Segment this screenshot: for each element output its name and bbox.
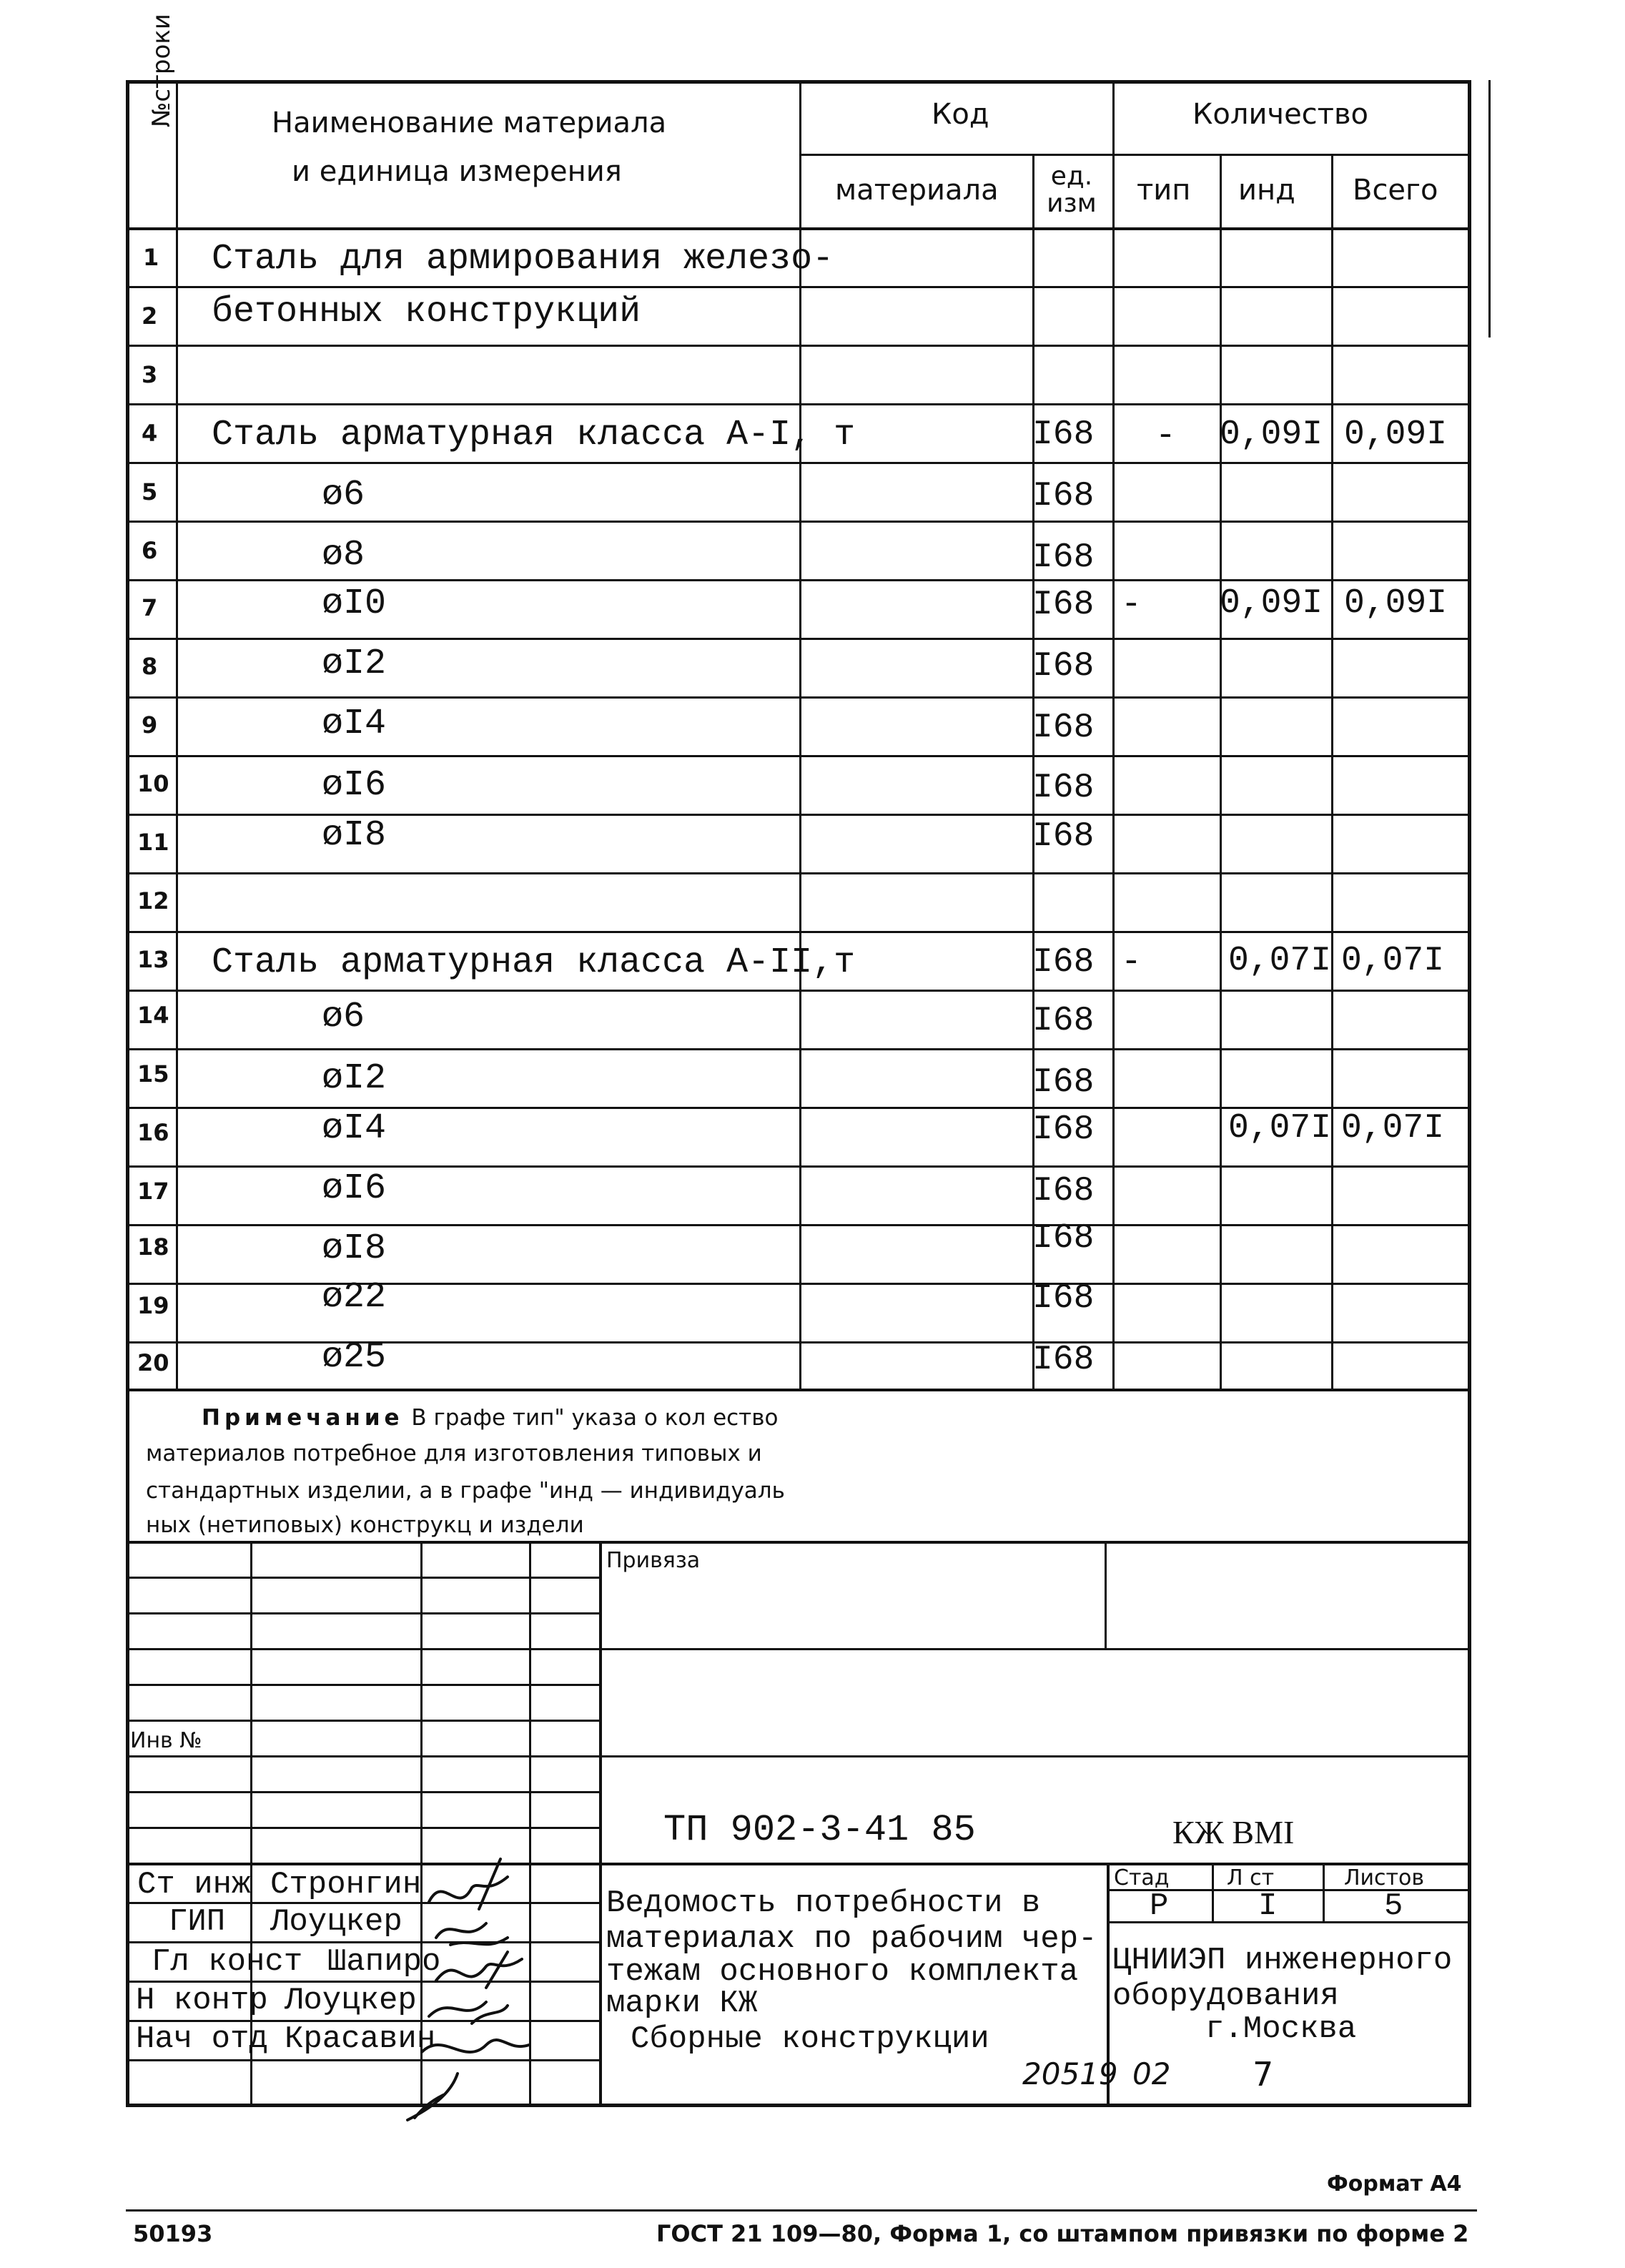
stage-divider-2 (1323, 1863, 1325, 1921)
format-label: Формат А4 (1327, 2171, 1462, 2196)
title-line-5: Сборные конструкции (631, 2021, 989, 2057)
row-qty-total: 0,07I (1341, 942, 1445, 980)
stamp-left-row (126, 1755, 599, 1757)
stage-value: Р (1150, 1888, 1169, 1924)
code-unit-header-text: ед. изм (1047, 162, 1097, 218)
org-line-1: ЦНИИЭП инженерного (1112, 1943, 1453, 1978)
note-line-3: стандартных изделии, а в графе "инд — индивидуаль (146, 1478, 785, 1504)
row-unit-code: I68 (1032, 477, 1095, 516)
row-number: 14 (137, 1002, 169, 1029)
row-line (126, 521, 1471, 523)
document-mark: КЖ ВМI (1172, 1814, 1295, 1850)
row-material-name: бетонных конструкций (212, 292, 641, 332)
qty-total-header: Всего (1353, 174, 1438, 207)
row-unit-code: I68 (1032, 1279, 1095, 1318)
row-number: 13 (137, 946, 169, 973)
org-line-3: г.Москва (1205, 2011, 1357, 2047)
row-line (126, 1048, 1471, 1050)
stage-label: Стад (1114, 1865, 1170, 1890)
stamp-left-row (126, 1648, 599, 1650)
stamp-left-row (126, 1720, 599, 1722)
stamp-mid-line (599, 1755, 1471, 1757)
row-qty-type: - (1121, 586, 1142, 624)
stamp-left-row (126, 1827, 599, 1829)
note-line-1 (202, 1407, 778, 1429)
row-qty-total: 0,09I (1344, 584, 1448, 623)
note-text-1: В графе тип" указа о кол ество (411, 1405, 779, 1431)
inv-number-label: Инв № (130, 1728, 202, 1753)
qty-ind-header: инд (1238, 174, 1295, 207)
footer-line (126, 2209, 1477, 2212)
signer-role: Нач отд (136, 2021, 268, 2057)
row-line (126, 638, 1471, 640)
row-number-header: №строки (147, 14, 176, 127)
row-material-name: øI6 (322, 1168, 387, 1209)
name-header-line2: и единица измерения (292, 155, 622, 188)
row-material-name: ø25 (322, 1337, 387, 1378)
archive-sub: 02 (1132, 2056, 1171, 2091)
row-line (126, 1165, 1471, 1168)
col-line-qty (1112, 80, 1115, 1389)
name-header-line1: Наименование материала (272, 107, 667, 139)
row-line (126, 931, 1471, 933)
row-material-name: Сталь арматурная класса А-I, т (212, 415, 856, 455)
signer-name: Лоуцкер (270, 1904, 402, 1940)
title-line-1: Ведомость потребности в (606, 1885, 1041, 1921)
row-unit-code: I68 (1032, 1341, 1095, 1379)
row-material-name: øI8 (322, 1228, 387, 1269)
row-unit-code: I68 (1032, 769, 1095, 807)
signer-name: Шапиро (327, 1944, 441, 1980)
row-material-name: øI6 (322, 765, 387, 806)
note-line-4: ных (нетиповых) конструкц и издели (146, 1512, 584, 1538)
row-number: 2 (142, 302, 158, 330)
stamp-left-row (126, 1684, 599, 1686)
privyazka-divider (1105, 1541, 1107, 1648)
row-unit-code: I68 (1032, 1172, 1095, 1211)
row-number: 18 (137, 1233, 169, 1261)
row-line (126, 345, 1471, 347)
row-unit-code: I68 (1032, 1219, 1095, 1258)
stamp-left-row (126, 1791, 599, 1793)
row-material-name: øI4 (322, 704, 387, 744)
row-number: 6 (142, 537, 158, 564)
row-number: 9 (142, 711, 158, 739)
row-line (126, 696, 1471, 699)
stamp-left-row (126, 1577, 599, 1579)
col-line-type (1220, 154, 1222, 1389)
row-material-name: øI0 (322, 583, 387, 624)
signer-name: Стронгин (270, 1867, 422, 1903)
row-line (126, 403, 1471, 405)
row-number: 8 (142, 653, 158, 680)
header-mid-line (799, 154, 1471, 156)
signer-role: Гл конст (152, 1944, 303, 1980)
row-qty-ind: 0,07I (1228, 942, 1332, 980)
stamp-divider (599, 1541, 602, 2107)
row-qty-ind: 0,09I (1220, 584, 1323, 623)
handwritten-signatures (400, 1838, 558, 2131)
gost-reference: ГОСТ 21 109—80, Форма 1, со штампом привязки по форме 2 (656, 2220, 1469, 2247)
code-unit-header (1041, 163, 1102, 217)
table-bottom-line (126, 1389, 1471, 1391)
row-number: 19 (137, 1292, 169, 1319)
privyazka-bottom (599, 1648, 1471, 1650)
row-number: 4 (142, 420, 158, 447)
row-number: 5 (142, 478, 158, 506)
note-line-2: материалов потребное для изготовления типовых и (146, 1441, 762, 1466)
row-number: 12 (137, 887, 169, 914)
row-number: 3 (142, 361, 158, 388)
row-number: 15 (137, 1060, 169, 1088)
stage-divider-1 (1212, 1863, 1214, 1921)
row-number: 10 (137, 770, 169, 797)
row-line (126, 872, 1471, 874)
header-bottom-line (126, 227, 1471, 230)
doc-code-bottom (599, 1863, 1471, 1865)
row-qty-type: - (1155, 417, 1176, 455)
row-material-name: øI8 (322, 815, 387, 856)
row-number: 20 (137, 1349, 169, 1376)
col-line-ind (1331, 154, 1333, 1389)
row-material-name: Сталь для армирования железо- (212, 239, 834, 280)
row-material-name: øI4 (322, 1108, 387, 1149)
title-line-4: марки КЖ (606, 1986, 758, 2021)
row-unit-code: I68 (1032, 943, 1095, 982)
col-line-name (176, 80, 178, 1389)
right-edge-line (1488, 80, 1491, 337)
sheets-label: Листов (1344, 1865, 1425, 1890)
row-unit-code: I68 (1032, 1002, 1095, 1040)
org-line-2: оборудования (1112, 1978, 1339, 2014)
document-code: ТП 902-3-41 85 (663, 1809, 976, 1851)
row-line (126, 462, 1471, 464)
row-material-name: ø22 (322, 1277, 387, 1318)
row-unit-code: I68 (1032, 817, 1095, 856)
signer-name: Красавин (285, 2021, 436, 2057)
row-qty-total: 0,09I (1344, 415, 1448, 454)
stamp-top-line (126, 1541, 1471, 1544)
row-unit-code: I68 (1032, 586, 1095, 624)
note-heading: Примечание (202, 1405, 404, 1431)
row-line (126, 990, 1471, 992)
row-material-name: ø6 (322, 475, 365, 516)
left-code: 50193 (133, 2220, 213, 2247)
sheets-value: 5 (1384, 1888, 1403, 1924)
signer-role: ГИП (169, 1904, 226, 1940)
row-qty-total: 0,07I (1341, 1109, 1445, 1148)
code-header: Код (932, 98, 989, 131)
row-qty-ind: 0,07I (1228, 1109, 1332, 1148)
title-line-3: тежам основного комплекта (606, 1954, 1079, 1990)
signer-role: Ст инж (137, 1867, 251, 1903)
row-number: 1 (143, 244, 159, 271)
row-unit-code: I68 (1032, 538, 1095, 577)
privyazka-label: Привяза (606, 1548, 701, 1573)
row-number: 17 (137, 1178, 169, 1205)
row-unit-code: I68 (1032, 415, 1095, 454)
row-line (126, 1224, 1471, 1226)
quantity-header: Количество (1192, 98, 1369, 131)
row-number: 16 (137, 1119, 169, 1146)
row-material-name: øI2 (322, 644, 387, 684)
row-unit-code: I68 (1032, 1063, 1095, 1102)
row-number: 11 (137, 829, 169, 856)
row-line (126, 286, 1471, 288)
row-number: 7 (142, 594, 158, 621)
row-material-name: øI2 (322, 1058, 387, 1099)
row-unit-code: I68 (1032, 1110, 1095, 1149)
row-line (126, 579, 1471, 581)
row-material-name: ø8 (322, 535, 365, 576)
row-unit-code: I68 (1032, 709, 1095, 747)
row-qty-type: - (1121, 943, 1142, 982)
title-line-2: материалах по рабочим чер- (606, 1921, 1097, 1957)
row-material-name: ø6 (322, 997, 365, 1037)
code-material-header: материала (835, 174, 999, 207)
archive-number: 20519 (1022, 2056, 1118, 2091)
row-material-name: Сталь арматурная класса А-II,т (212, 942, 856, 983)
page-number: 7 (1253, 2055, 1274, 2094)
row-line (126, 755, 1471, 757)
row-unit-code: I68 (1032, 647, 1095, 686)
sheet-value: I (1258, 1888, 1278, 1924)
signer-role: Н контр (136, 1983, 268, 2018)
qty-type-header: тип (1137, 174, 1191, 207)
sheet-label: Л ст (1227, 1865, 1275, 1890)
stamp-left-row (126, 1612, 599, 1614)
signer-name: Лоуцкер (285, 1983, 417, 2018)
row-qty-ind: 0,09I (1220, 415, 1323, 454)
